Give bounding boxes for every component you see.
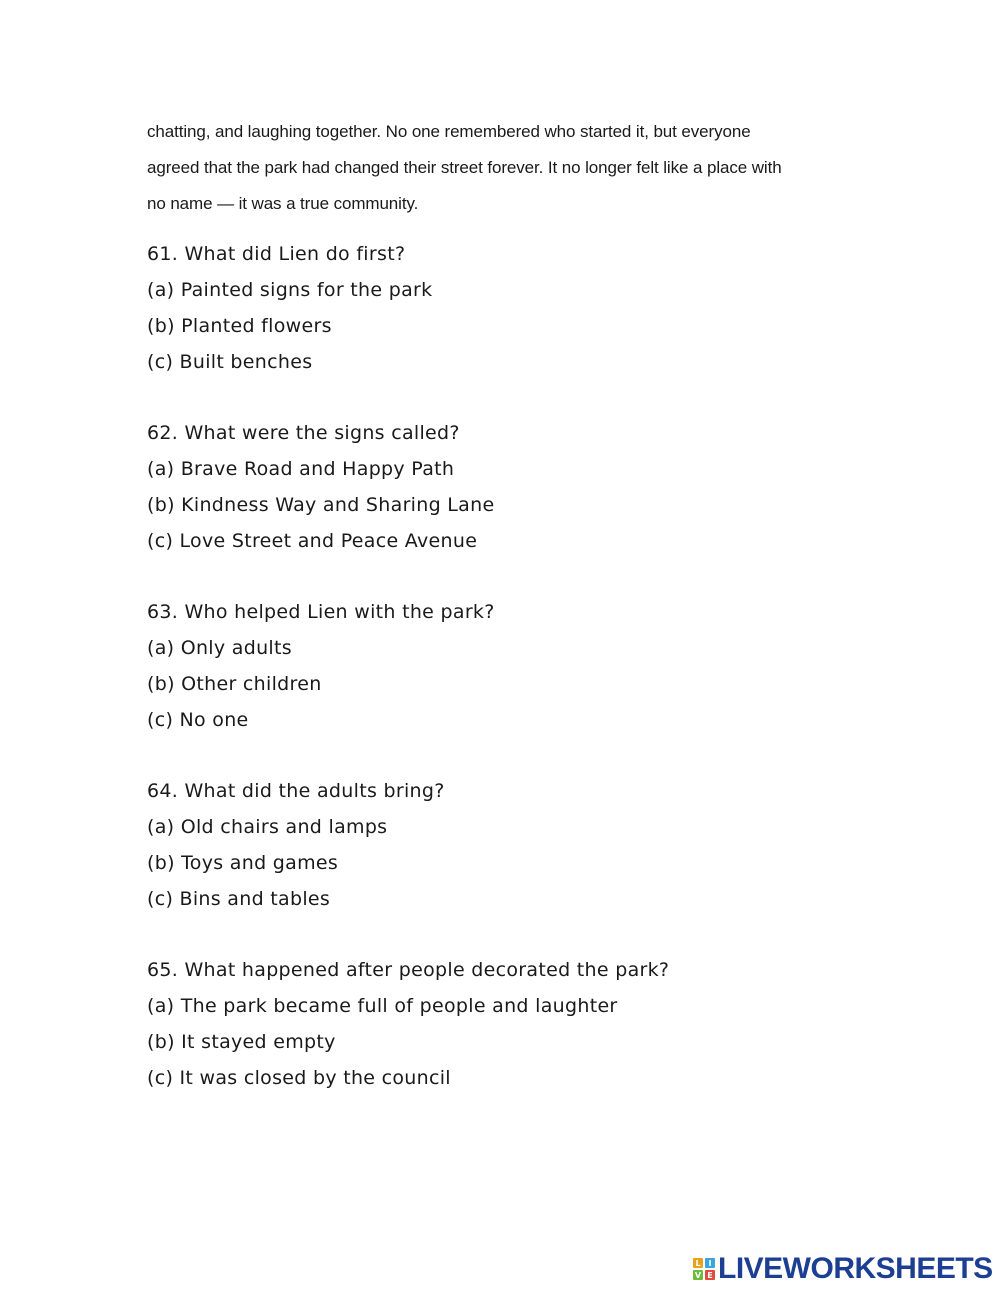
answer-option-c: (c) It was closed by the council (147, 1067, 451, 1089)
answer-option-c: (c) Built benches (147, 351, 313, 373)
logo-mark-tile: E (705, 1270, 715, 1280)
answer-option-a: (a) The park became full of people and laughter (147, 995, 618, 1017)
question-list (147, 236, 867, 1131)
passage-text (147, 114, 867, 222)
passage-line: no name — it was a true community. (147, 194, 419, 213)
passage-line: agreed that the park had changed their street forever. It no longer felt like a place with (147, 158, 782, 177)
question-text: 63. Who helped Lien with the park? (147, 601, 495, 623)
answer-option-a: (a) Brave Road and Happy Path (147, 458, 455, 480)
answer-option-c: (c) No one (147, 709, 249, 731)
logo-mark-tile: V (694, 1270, 702, 1280)
question-text: 62. What were the signs called? (147, 422, 460, 444)
answer-option-c: (c) Bins and tables (147, 888, 331, 910)
logo-mark-tile: I (705, 1258, 715, 1268)
liveworksheets-logo-icon (693, 1258, 715, 1280)
answer-option-b: (b) Kindness Way and Sharing Lane (147, 494, 495, 516)
question-64 (147, 773, 867, 952)
question-61 (147, 236, 867, 415)
question-62 (147, 415, 867, 594)
answer-option-a: (a) Only adults (147, 637, 292, 659)
answer-option-c: (c) Love Street and Peace Avenue (147, 530, 478, 552)
answer-option-b: (b) Planted flowers (147, 315, 332, 337)
answer-option-b: (b) It stayed empty (147, 1031, 336, 1053)
passage-line: chatting, and laughing together. No one remembered who started it, but everyone (147, 122, 751, 141)
answer-option-a: (a) Painted signs for the park (147, 279, 433, 301)
answer-option-a: (a) Old chairs and lamps (147, 816, 388, 838)
question-text: 65. What happened after people decorated the park? (147, 959, 670, 981)
liveworksheets-logo[interactable] (693, 1253, 993, 1285)
question-text: 64. What did the adults bring? (147, 780, 445, 802)
question-65 (147, 952, 867, 1131)
logo-mark-tile: L (693, 1258, 703, 1268)
question-63 (147, 594, 867, 773)
answer-option-b: (b) Toys and games (147, 852, 339, 874)
logo-wordmark: LIVEWORKSHEETS (718, 1252, 993, 1285)
answer-option-b: (b) Other children (147, 673, 322, 695)
question-text: 61. What did Lien do first? (147, 243, 406, 265)
